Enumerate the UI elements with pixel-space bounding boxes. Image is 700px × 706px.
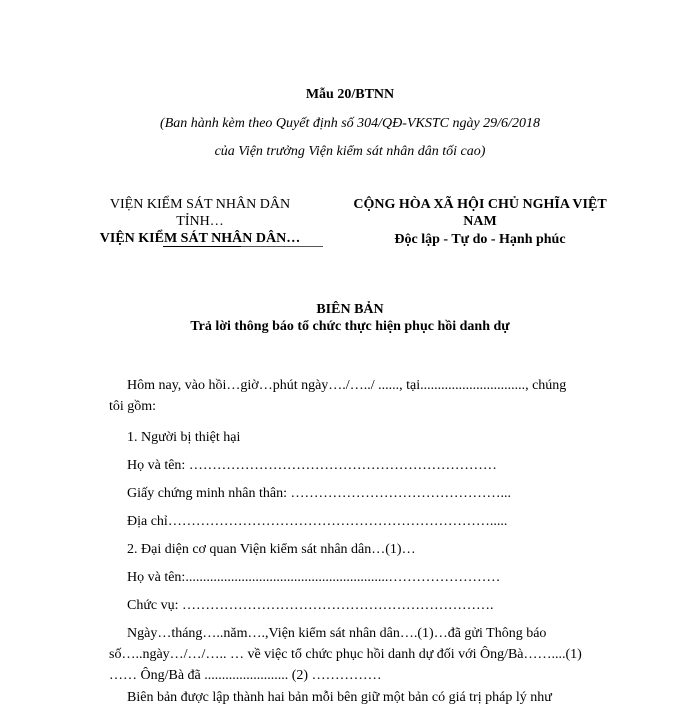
victim-id-field: Giấy chứng minh nhân thân: ………………………………………... bbox=[127, 486, 512, 501]
nation-line-2: NAM bbox=[463, 214, 497, 229]
closing-line-cut: Biên bản được lập thành hai bản mỗi bên giữ một bản có giá trị pháp lý như bbox=[127, 690, 552, 705]
issued-note-line-2: của Viện trưởng Viện kiểm sát nhân dân tối cao) bbox=[214, 144, 486, 159]
notice-para-line-1: Ngày…tháng…..năm….,Viện kiểm sát nhân dân….(1)…đã gửi Thông báo bbox=[127, 626, 547, 641]
rep-name-field: Họ và tên:..........................................................…………………… bbox=[127, 570, 501, 585]
victim-address-field: Địa chỉ……………………………………………………………..... bbox=[127, 514, 508, 529]
agency-line-2: TỈNH… bbox=[176, 214, 224, 229]
rep-title-field: Chức vụ: …………………………………………………………. bbox=[127, 598, 494, 613]
agency-underline-light bbox=[241, 246, 323, 247]
agency-header bbox=[80, 196, 320, 247]
intro-line-2: tôi gồm: bbox=[109, 399, 157, 414]
notice-para-line-2: số…..ngày…/…/….. … về việc tổ chức phục hồi danh dự đối với Ông/Bà……....(1) bbox=[109, 647, 582, 662]
victim-name-field: Họ và tên: ………………………………………………………… bbox=[127, 458, 497, 473]
notice-para-line-3: …… Ông/Bà đã ........................ (2) …………… bbox=[109, 668, 382, 683]
doc-title: BIÊN BẢN bbox=[316, 302, 384, 317]
intro-line-1: Hôm nay, vào hồi…giờ…phút ngày…./…../ ......, tại.............................., chúng bbox=[127, 378, 567, 393]
agency-line-1: VIỆN KIỂM SÁT NHÂN DÂN bbox=[109, 197, 291, 212]
motto: Độc lập - Tự do - Hạnh phúc bbox=[394, 232, 566, 247]
nation-line-1: CỘNG HÒA XÃ HỘI CHỦ NGHĨA VIỆT bbox=[353, 197, 607, 212]
agency-line-3: VIỆN KIỂM SÁT NHÂN DÂN… bbox=[99, 231, 301, 246]
agency-underline bbox=[163, 246, 241, 247]
section-1-heading: 1. Người bị thiệt hại bbox=[127, 430, 241, 445]
doc-subtitle: Trả lời thông báo tổ chức thực hiện phục hồi danh dự bbox=[190, 319, 510, 334]
issued-note-line-1: (Ban hành kèm theo Quyết định số 304/QĐ-VKSTC ngày 29/6/2018 bbox=[160, 116, 540, 131]
section-2-heading: 2. Đại diện cơ quan Viện kiểm sát nhân dân…(1)… bbox=[127, 542, 416, 557]
nation-header bbox=[335, 196, 625, 250]
form-code: Mẫu 20/BTNN bbox=[305, 87, 395, 102]
